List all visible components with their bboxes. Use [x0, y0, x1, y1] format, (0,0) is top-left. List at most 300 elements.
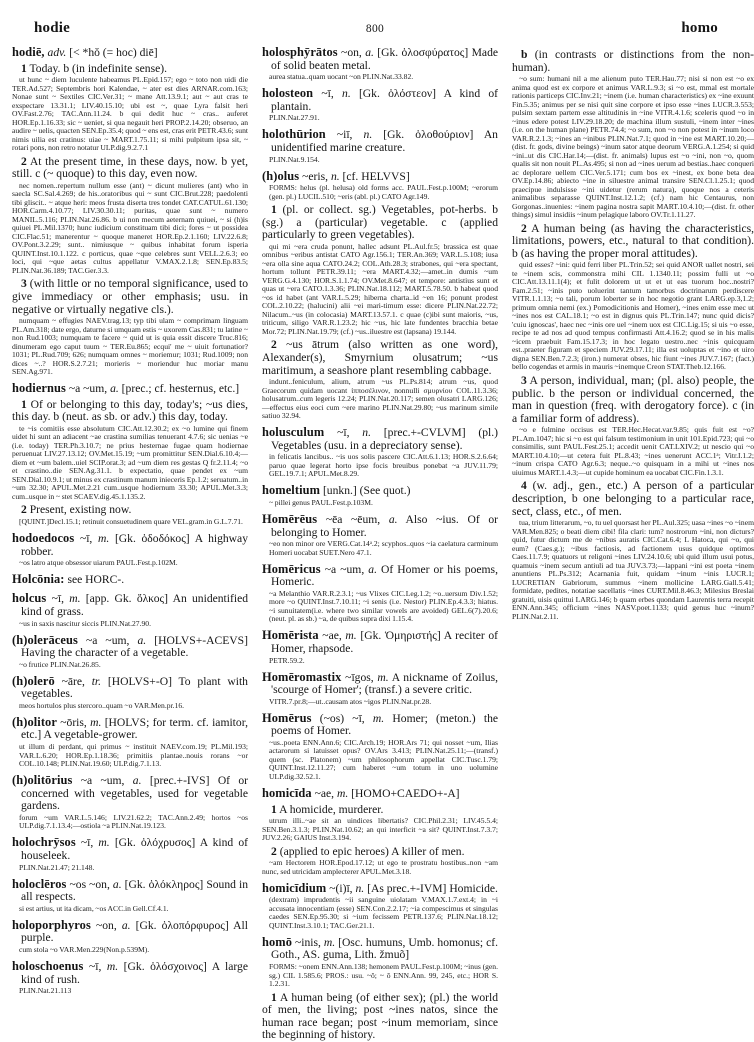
page-number: 800 [365, 23, 385, 35]
citation-text: [QUINT.]Decl.15.1; retinuit consuetudinem quare VEL.gram.in G.L.7.71. [19, 517, 243, 527]
part-of-speech: tr. [91, 674, 102, 688]
citation-text: PETR.59.2. [269, 655, 305, 665]
sense-definition [512, 223, 754, 261]
column-container [12, 45, 754, 1042]
sense-text: A human being (of either sex); (pl.) the world of men, the living; post ~ines natos, since the human race began; post ~inum memoriam, since the beginning of history. [262, 990, 499, 1042]
citation-text: ~us..poeta ENN.Ann.6; CIC.Arch.19; HOR.Ars 71; qui nosset ~um, Ilias actarorum si latuisset opus? OV.Ars 3.413; PLIN.Nat.25.11;—(transf.) quem (sc. Platonem) ~um philosophorum appellat CIC.Tusc.1.79; QUINT.Inst.12.11.27; cum haberet ~um totum in uno uolumine ULP.dig.32.52.1. [269, 737, 498, 781]
citation-text: te ~is comitiis esse absolutum CIC.Att.12.30.2; ex ~o lumine qui finem uidet hi sunt an adiacent ~ae crastina sumilias tenuerant 4.7.6; sic uenias ~e (i.e. today) TER.Ph.3.10.7; ne prius hesternae fugae quam hodiernae peruenuat LIV.27.13.12; OV.Met.15.19; ~um promittitur SEN.Dial.6.10.4;—diem et ~um balem..uiel SCIP.orat.3; ad ~um diem res gestas Q fr.2.11.4; ~o et crastino..die SEN.Ag.31.1. b expectatio, quae pendet ex ~um SEN.Dial.10.9.1; ut minus ex crastinum manum inieceris Ep.1.2; seruatum..in ~um 32.30; APUL.Met.2.21 cum..usque hodiernum 33.30; APUL.Met.3.3; cum..usque in ~ stet SCAEV.dig.45.1.135.2. [12, 423, 248, 501]
part-of-speech: m. [69, 592, 81, 606]
running-head-right: homo [681, 20, 718, 36]
sense-number: 1 [21, 61, 27, 75]
sense-text: (pl. or collect. sg.) Vegetables, pot-herbs. b (sg.) a (particular) vegetable. c (applied particularly to green vegetables). [262, 203, 498, 242]
sense-block [262, 804, 498, 843]
inflected-forms: ~os ~on, [69, 877, 110, 891]
etymology: [HOLVS; for term. cf. iamitor, etc.] [21, 715, 248, 742]
inflected-forms: ~ae, [322, 629, 342, 643]
sense-definition [12, 278, 248, 316]
citation-block [262, 698, 498, 707]
sense-number: 4 [521, 479, 527, 493]
sense-text: A homicide, murderer. [279, 802, 384, 816]
etymology: [Gk. Ὁμηριστής] [360, 629, 441, 643]
part-of-speech: a. [112, 877, 122, 891]
entry-definition-line [12, 716, 248, 742]
dictionary-entry [262, 563, 498, 624]
citation-text: qui mi ~era cruda ponunt, hallec adsunt PL.Aul.fr.5; brassica est quae omnibus ~eribus antistat CATO Agr.156.1; TER.An.369; VAR.L.5.108; iusa ~era olla sine aqua CATO.24.2; COL.Ath.28.3; strabones, qui ~era spectant, hortum tollunt PETR.39.11; ~era MART.4.32;—amet..in dumis ~um VERG.G.4.130; HOR.S.1.1.74; OV.Met.8.647; et tempore: antistius sunt et quas ut ~era CATO.1.3.36; PLIN.Nat.18.112; MART.5.78.50. b habeat quod ~os id habet (ant VAR.L.5.29; hiberna charta..id ~en 16; ponunt prodest COL.2.10.22; (halucini) alii ~ei mari-timum esse: dicere PLIN.Nat.22.72; Nilacum..~us (in colocasia) MART.13.57.1. c quae (c)ibi sunt maioris, ~us, triticum, siligo VAR.R.1.23.2; hic ~us, hic late fundentes bracchia betae Mor.72; PLIN.Nat.19.79; (cf.) ~us..iluestre est (lapsana) 19.144. [262, 241, 498, 336]
entry-definition-line [12, 774, 248, 813]
dictionary-entry [262, 629, 498, 665]
part-of-speech: m. [372, 711, 385, 725]
sense-definition [262, 846, 498, 859]
dictionary-entry [12, 716, 248, 769]
dictionary-entry [12, 836, 248, 872]
citation-text: ~o e fulmine occisus est TER.Hec.Hecat.var.9.85; quis fuit est ~o? PL.Am.1047; hic si ~o est qui falsum testimonium in unit 101.Epid.723; qui ~o consimilis, sunt PAUL.Fest.25.1; accedit uenit CAT.LXIV.2; ut nescio qui ~o MART.10.4.10;—ut cetera fuit PL.8.43; ~ines uenerunt ACC.1ᵃ; Vitr.I.1.2; ~inum crispa CATO Agr.6.3; neque..~o quisquam in a mihi ut ~ines nos uiuimus MART.1.4.3;—ut cupide hominum ea uocabat CIC.Fin.1.3.1. [512, 425, 754, 477]
inflected-forms: ~ī, [88, 959, 102, 973]
citation-block [512, 519, 754, 621]
definition-text: Of or belonging to Homer. [271, 513, 498, 539]
etymology: [app. Gk. ὅλκος] [85, 592, 168, 606]
etymology: [Gk. ὁλόσχοινος] [123, 959, 207, 973]
dictionary-entry [12, 675, 248, 711]
dictionary-entry [12, 46, 248, 377]
sense-number: 2 [21, 154, 27, 168]
citation-block [262, 590, 498, 624]
sense-block [512, 480, 754, 621]
citation-text: nec nomen..repertum nullum esse (ant) ~ dicunt mulieres (ant) who in saecla SC.Sal.4.269; de his..oratoribus qui ~ sunt CIC.Brut.228; paedolenti tibi gliscit.. ~ atque heri: meos frusta diserta tres tondet CAT.CATUL.61.130; HOR.Carm.4.10.77; LIV.30.30.11; puritas, quae sunt ~ numero MANIL.5.116; PLIN.Nat.26.86. b ui non mecum aeternam quiuei, ~ si (h)is quiuei PL.Mil.1370; hunc iudicium constituam tibi dici; fores ~ ut possidea CIC.Flac.51; manerentur ~ quoque maneret HOR.Ep.2.1.160; LIV.22.6.8; OV.Pont.3.2.29; sunt.. nimiusque ~ quibus inhabitat forum isperia QUINT.Inst.10.1.122. c porticus, quae ~que celebres sunt VELL.2.6.3; eo loci, qui ~que aetas cultus appellatur V.MAX.2.1.8; SEN.Ep.83.5; PLIN.Nat.36.189; TAC.Ger.3.3. [12, 180, 248, 275]
definition-text: A kind of plantain. [271, 87, 498, 113]
citation-text: ~os latro atque obsessor uiarum PAUL.Fest.p.102M. [19, 558, 178, 568]
sense-definition [512, 49, 754, 74]
etymology: [unkn.] [322, 484, 357, 498]
citation-block [262, 73, 498, 82]
citation-block [12, 518, 248, 527]
definition-text: A reciter of Homer, rhapsode. [271, 629, 499, 655]
etymology: [< *hŏ (= hoc) diē] [69, 46, 158, 59]
sense-number: 1 [271, 203, 277, 217]
inflected-forms: ~ī, [321, 87, 334, 101]
part-of-speech: a. [110, 382, 119, 396]
sense-number: 1 [271, 802, 277, 816]
sense-number: 2 [271, 844, 277, 858]
inflected-forms: ~iī, [336, 128, 353, 142]
etymology: [cf. HELVVS] [342, 169, 410, 183]
inflected-forms: ~īgos, [345, 670, 374, 684]
part-of-speech: m. [90, 715, 102, 729]
sense-block [262, 992, 498, 1042]
inflected-forms: ~eris, [302, 169, 329, 183]
citation-text: PLIN.Nat.21.113 [19, 986, 72, 996]
definition-text: Of Homer or his poems, Homeric. [271, 562, 498, 589]
column-1 [12, 45, 249, 996]
part-of-speech: n. [363, 128, 373, 142]
headword: holoporphyros [12, 917, 91, 932]
column-3 [512, 46, 754, 958]
sense-definition [12, 399, 248, 424]
definition-text: A highway robber. [21, 532, 248, 558]
citation-block [262, 540, 498, 557]
etymology: [As prec.+-IVM] [367, 881, 447, 895]
sense-number: 2 [271, 338, 277, 352]
forms-note [262, 184, 498, 201]
sense-definition [12, 156, 248, 181]
sense-block [12, 399, 248, 502]
definition-text: Made of solid beaten metal. [271, 46, 499, 72]
entry-definition-line [262, 484, 498, 498]
entry-definition-line [12, 592, 248, 618]
sense-text: (applied to epic heroes) A killer of men. [279, 844, 465, 858]
entry-definition-line [262, 128, 498, 154]
sense-text: ~us ātrum (also written as one word), Alexander(s), Smyrnium olusatrum; ~us maritimum, a seashore plant resembling cabbage. [262, 338, 499, 377]
citation-text: utrum illi..~ae sit an uindices libertatis? CIC.Phil.2.31; LIV.45.5.4; SEN.Ben.3.1.3; PLIN.Nat.10.62; an qui interficit ~a sit? QUINT.Inst.7.3.7; JUV.2.26; GAIUS Inst.3.194. [262, 816, 498, 843]
sense-text: (with little or no temporal significance, used to give immediacy or other emphasis; usu. in negative or virtually negative cls.). [12, 277, 248, 316]
part-of-speech: n. [355, 881, 365, 895]
part-of-speech: m. [98, 836, 110, 850]
sense-definition [262, 992, 498, 1042]
headword: holoclēros [12, 876, 67, 891]
part-of-speech: n. [342, 87, 351, 101]
inflected-forms: ~āre, [61, 674, 85, 688]
entry-definition-line [12, 960, 248, 986]
citation-block [12, 864, 248, 873]
sense-block [12, 63, 248, 153]
entry-definition-line [12, 878, 248, 904]
etymology: [HOLVS+-ACEVS] [154, 633, 248, 647]
definition-text: (See quot.) [359, 484, 411, 498]
sense-number: 1 [21, 397, 27, 411]
sense-block [262, 204, 498, 336]
etymology: [prec.+-IVS] [149, 774, 210, 788]
citation-text: ~ pillei genus PAUL.Fest.p.103M. [269, 498, 373, 507]
citation-text: ~eo non minor ore VERG.Cat.14ᵃ.2; scyphos..quos ~ia caelatura carminum Homeri uocabat SUET.Nero 47.1. [269, 539, 498, 557]
sense-block [262, 846, 498, 877]
sense-block [12, 156, 248, 276]
headword: (h)olitor [12, 714, 57, 729]
etymology: [HOLVS+-O] [107, 674, 172, 688]
entry-definition-line [12, 532, 248, 558]
inflected-forms: ~ī, [79, 532, 93, 546]
etymology: [Gk. ὁλόχρυσος] [114, 836, 196, 850]
sense-definition [12, 504, 248, 517]
definition-text: see HORC-. [67, 573, 125, 587]
sense-number: 1 [271, 990, 277, 1004]
dictionary-entry [12, 774, 248, 831]
headword: (h)olerāceus [12, 632, 78, 647]
entry-definition-line [262, 936, 498, 962]
sense-text: (in contrasts or distinctions from the non-human). [512, 48, 754, 74]
sense-definition [262, 204, 498, 242]
definition-text: Sound in all respects. [21, 877, 248, 904]
part-of-speech: a. [388, 513, 398, 526]
running-head [12, 20, 738, 42]
citation-block [512, 426, 754, 477]
part-of-speech: m. [345, 629, 357, 643]
inflected-forms: ~on, [95, 918, 117, 932]
etymology: [Gk. ὁλόστεον] [358, 87, 436, 101]
headword: homō [262, 934, 293, 949]
dictionary-entry [12, 382, 248, 526]
inflected-forms: ~ōris, [60, 715, 87, 729]
citation-text: PLIN.Nat.21.47; 21.148. [19, 862, 95, 872]
citation-text: si est artius, ut ita dicam, ~os ACC.in Gell.Cf.4.1. [19, 903, 169, 913]
headword: holothūrion [262, 127, 326, 142]
sense-block [262, 339, 498, 420]
entry-definition-line [262, 426, 498, 452]
citation-text: ut illum di perdant, qui primus ~ instituit NAEV.com.19; PL.Mil.193; VAR.L.6.20; HOR.Ep.1.18.36; primitiis plantae..nouis rorans ~or COL.10.148; PLIN.Nat.19.60; ULP.dig.7.1.13. [19, 742, 248, 769]
definition-text: An unidentified kind of grass. [21, 592, 249, 618]
etymology: [Gk. ὁδοδόκος] [114, 532, 190, 546]
citation-text: ut hunc ~ diem luculente habeamus PL.Epid.157; ego ~ toto non uidi die TER.Ad.527; Septembris hori Kalendae, ~ ater est dies ARNAR.com.163; Nonae sunt ~ Sextiles CIC.Ver.31; ~ mane Att.13.9.1; aut ~ aut cras te exspectare 13.31.1; LIV.40.15.10; ubi est ~, quae Lyra falsit heri OV.Fast.2.76; TAC.Ann.11.24. b qui dedit huc ~ cras.. auferet HOR.Ep.1.16.33; sic ~ ueniet, si qua negauit heri PROP.2.14.20; obseruo, an audire ~ uelis, quacten SEN.Ep.35.4; quod ~ ens est, cras erit PETR.43.6; sunt nimis uilia est cratinus: uiae ~ MART.1.75.11; si mihi pulpitum ipsa sit, ~ rotari pons, non retro notatur ULP.dig.9.2.7.1 [12, 75, 248, 153]
citation-text: numquam ~ effugies NAEV.trag.13; typ tibi ulam ~ comprimam linguam PL.Am.318; date ergo, daturne si umquam estis ~ uxorem Cas.831; tu latine ~ non Rud.1003; numquam te facere ~ quid ut is quia essit discere Truc.816; dinumeram ego caput tuum ~ TER.Eu.865; ecqui' me ~ uiuit fortunatior? 1031; PL.Rud.709; 626; numquam omnes ~ moriemur; 1031; Rud.1009; non dices ~..? HOR.S.2.7.21; morieris ~ moriendur huc moriar manu SEN.Ag.971. [12, 316, 248, 377]
entry-definition-line [12, 675, 248, 701]
citation-text: ~am Hectorem HOR.Epod.17.12; ut ego te prostratu hostibus..non ~am nunc, sed utricidam amplecterer APUL.Met.3.18. [262, 858, 498, 876]
citation-block [262, 739, 498, 782]
forms-note-text: FORMS: ~onem ENN.Ann.138; hemonem PAUL.Fest.p.100M; ~inus (gen. sg.) CIL 1.585.6; PROS.: usu. ~ŏ; ~ ō ENN.Ann. 99, 245, etc.; HOR S. 1.2.31. [269, 962, 498, 988]
dictionary-entry [262, 513, 498, 557]
entry-definition-line [262, 46, 498, 72]
etymology: [HOMO+CAEDO+-A] [351, 786, 460, 800]
sense-text: Of or belonging to this day, today's; ~us dies, this day. b (neut. as sb. or adv.) this day, today. [12, 397, 248, 424]
citation-block [12, 559, 248, 568]
dictionary-entry [12, 919, 248, 955]
headword: holosphȳrātos [262, 45, 338, 59]
headword: Homērus [262, 710, 312, 725]
part-of-speech: m. [323, 935, 336, 949]
headword: holoschoenus [12, 958, 84, 973]
column-2 [262, 45, 499, 1042]
inflected-forms: ~a ~um, [85, 633, 130, 647]
inflected-forms: ~(i)ī, [329, 881, 353, 895]
sense-definition [512, 480, 754, 518]
headword: (h)olitōrius [12, 773, 73, 788]
entry-definition-line [12, 919, 248, 945]
dictionary-entry [262, 787, 498, 876]
sense-text: A human being (as having the characteristics, limitations, powers, etc., natural to that condition). b (as having the proper moral attitudes). [512, 221, 754, 260]
part-of-speech: n. [362, 426, 371, 440]
citation-text: indunt..feniculum, alium, atrum ~us PL.Ps.814; atrum ~us, quod Graecorum quidam uocant ἱπποσέλινον, nonnulli σμυρνίου COL.11.3.36; holusatrum..cum legeris 12.24; PLIN.Nat.20.117; semen olusatri LARG.126;—effectus eius eoci cum ~ere marino PLIN.Nat.29.80; ~us marinum simile satiuo 32.94. [262, 377, 498, 421]
entry-definition-line [262, 629, 498, 655]
citation-block [12, 905, 248, 914]
entry-definition-line [262, 513, 498, 539]
dictionary-entry [262, 484, 498, 507]
dictionary-entry [262, 882, 498, 931]
citation-text: (dextram) imprudentis ~ii sanguine uiolatam V.MAX.1.7.ext.4; in ~i accusata innocentiam (esse) SEN.Con.2.2.17; ~ia compescimus et singulas caedes SEN.Ep.95.30; si ~ium fecissem PETR.137.6; PLIN.Nat.18.12; QUINT.Inst.3.10.1; TAC.Ger.21.1. [269, 895, 498, 930]
headword: hodoedocos [12, 531, 75, 546]
sense-block [512, 49, 754, 220]
running-head-left: hodie [34, 20, 71, 36]
part-of-speech: a. [365, 46, 374, 59]
definition-text: A large kind of rush. [21, 959, 248, 986]
headword: homeltium [262, 483, 321, 498]
entry-definition-line [12, 46, 248, 60]
sense-definition [262, 339, 498, 377]
citation-text: ~o frutice PLIN.Nat.26.85. [19, 659, 101, 669]
dictionary-entry [262, 671, 498, 707]
headword: hodiē, [12, 45, 45, 59]
sense-number: 3 [21, 277, 27, 291]
sense-block [512, 375, 754, 477]
sense-definition [262, 804, 498, 817]
citation-block [12, 182, 248, 276]
citation-block [262, 657, 498, 666]
part-of-speech: adv. [47, 46, 67, 59]
inflected-forms: ~ae, [314, 786, 335, 800]
entry-definition-line [12, 634, 248, 660]
sense-text: A person, individual, man; (pl. also) people, the public. b the person or individual concerned, the man in question (freq. with derogatory force). c (in a familiar form of address). [512, 373, 754, 425]
headword: Homērista [262, 628, 319, 643]
citation-block [262, 859, 498, 876]
definition-text: A nickname of Zoilus, 'scourge of Homer'; (transf.) a severe critic. [271, 670, 498, 697]
sense-number: 2 [21, 503, 27, 517]
forms-note-text: FORMS: helus (pl. helusa) old forms acc. PAUL.Fest.p.100M; ~erorum (gen. pl.) LUCIL.510; ~eris (abl. pl.) CATO Agr.149. [269, 183, 498, 201]
citation-block [262, 817, 498, 843]
citation-text: PLIN.Nat.9.154. [269, 154, 320, 164]
dictionary-entry [12, 878, 248, 914]
dictionary-entry [12, 573, 248, 587]
part-of-speech: m. [336, 786, 349, 800]
definition-text: All purple. [21, 918, 248, 945]
citation-block [262, 243, 498, 337]
definition-text: Homicide. [449, 881, 498, 895]
forms-note [262, 963, 498, 989]
etymology: [Gk. ὁλοθούριον] [383, 128, 474, 142]
dictionary-entry [262, 87, 498, 123]
definition-text: To plant with vegetables. [21, 674, 248, 701]
dictionary-entry [262, 46, 498, 82]
etymology: [prec.; cf. hesternus, etc.] [121, 382, 240, 396]
inflected-forms: ~ī, [51, 592, 64, 606]
citation-block [262, 378, 498, 421]
citation-block [12, 317, 248, 377]
entry-definition-line [262, 712, 498, 738]
entry-definition-line [262, 671, 498, 697]
entry-definition-line [12, 573, 248, 587]
part-of-speech: n. [330, 169, 340, 183]
etymology: [prec.+-CVLVM] [383, 426, 466, 440]
etymology: [Gk. ὁλοσφύρατος] [377, 46, 469, 59]
sense-definition [12, 63, 248, 76]
sense-text: (w. adj., gen., etc.) A person of a particular description, b one belonging to a particular race, sect, class, etc., of men. [512, 479, 754, 518]
part-of-speech: a. [132, 774, 142, 788]
sense-definition [512, 375, 754, 425]
citation-block [12, 743, 248, 769]
headword: (h)olus [262, 168, 300, 183]
citation-block [262, 453, 498, 479]
dictionary-entry [12, 592, 248, 628]
citation-block [12, 620, 248, 629]
entry-definition-line [262, 882, 498, 896]
dictionary-entry [12, 532, 248, 568]
citation-text: ~o sum: humani nil a me alienum puto TER.Hau.77; nisi si non est ~o ex anima quod est ex corpore et animus VAR.L.9.3; si ~o est, mmal est mortale rationis particeps CIC.Inv.21; ~inem (i.e. human characteristics) ex ~ine exuunt Fin.5.35; animus per se nisi quit sine corpore et ipso esse ~ines LUCR.3.553; pulsim sextam partem esse altitudinis in ~ine VITR.4.1.6; sceleris quod ~o in ~inus edere potest LIV.29.18.20; de machina illum sustuli, ~inem inter ~ines (i.e. on the human plane) PETR.74.4; ~o sum, non ~o non potest in ~inum loco VAR.R.2.1.3; ~ines an ~inibus PLIN.Nat.7.1; quod in ~ine est MART.10.20;—(dist. fr. gods, divine beings) ~inum sator atque deorum VERG.A.1.254; si quid ~ini..ut dis CIC.Har.14;—(dist. fr. animals) lupus est ~o ~ini, non ~o, quom qualis sit non nouit PL.As.495; si non ad ~ines uerum ad bestias..haec conqueri ac deplorare uellem CIC.Ver.5.171; cum bos ex ~inest, ex bone beta dea OV.Ep.14.86; abiecto ~ine in siluestre animal transire SEN.Cl.1.25.1; quod praecipue indulsisse ~ini uidetur (rerum natura), quoque nos a ceteris animalibus separasse QUINT.Inst.12.1.2; (cf.) nam hic Centaurus, non Gorgonas..inuenies: ~inem pagina nostra sapit MART.10.4.10;—(dist. fr. other things) simul insidiis ~inum pelagique laboro OV.Tr.1.11.27. [512, 74, 754, 220]
dictionary-entry [512, 49, 754, 621]
headword: Homērēus [262, 512, 318, 526]
dictionary-entry [262, 936, 498, 1042]
sense-block [512, 223, 754, 372]
citation-block [12, 987, 248, 996]
citation-text: forum ~um VAR.L.5.146; LIV.21.62.2; TAC.Ann.2.49; hortos ~os ULP.dig.7.1.13.4;—ostiola ~a PLIN.Nat.19.123. [19, 812, 248, 831]
dictionary-entry [262, 170, 498, 421]
part-of-speech: m. [377, 670, 389, 684]
inflected-forms: ~ēa ~ēum, [325, 513, 381, 526]
citation-text: cum stola ~o VAR.Men.229(Non.p.539M). [19, 944, 150, 954]
inflected-forms: ~ī, [80, 836, 94, 850]
sense-block [12, 504, 248, 526]
part-of-speech: a. [137, 633, 147, 647]
headword: homicīda [262, 785, 312, 800]
definition-text: An unidentified marine creature. [271, 128, 498, 154]
inflected-forms: ~a ~um, [324, 562, 365, 576]
inflected-forms: ~a ~um, [68, 382, 108, 396]
entry-definition-line [12, 836, 248, 862]
citation-block [262, 114, 498, 123]
dictionary-entry [262, 712, 498, 782]
inflected-forms: (~os) ~ī, [319, 711, 365, 725]
citation-block [512, 261, 754, 372]
part-of-speech: a. [121, 918, 131, 932]
inflected-forms: ~inis, [294, 935, 321, 949]
citation-text: VITR.7.pr.8;—ut..causam atos ~igos PLIN.Nat.pr.28. [269, 696, 432, 706]
dictionary-entry [12, 960, 248, 996]
sense-number: b [521, 48, 528, 61]
part-of-speech: a. [368, 562, 377, 576]
inflected-forms: ~ī, [337, 426, 350, 440]
definition-text: A kind of houseleek. [21, 836, 248, 862]
inflected-forms: ~a ~um, [80, 774, 125, 788]
headword: holusculum [262, 425, 325, 440]
sense-block [12, 278, 248, 376]
citation-block [512, 75, 754, 220]
citation-block [12, 425, 248, 502]
headword: holcus [12, 591, 47, 606]
headword: hodiernus [12, 381, 66, 396]
sense-text: Present, existing now. [29, 503, 132, 517]
part-of-speech: m. [106, 959, 119, 973]
citation-block [12, 946, 248, 955]
citation-text: ~a Melanthio VAR.R.2.3.1; ~us Vlixes CIC.Leg.1.2; ~o..uersum Div.1.52; more ~o QUINT.Inst.7.10.11; ~i senis (i.e. Nestor) PLIN.Ep.4.3.3; hiatus. ~i sunuitatem(i.e. where two similar vowels are avoided) GEL.6(7).20.6; (neut. pl. as sb.) ~a, de quibus supra dixi 1.15.4. [269, 588, 498, 624]
alternate-form: Also ~ius. [405, 513, 459, 526]
definition-text: A vegetable-grower. [43, 728, 138, 742]
etymology: [Gk. ὁλοπόρφυρος] [135, 918, 229, 932]
citation-text: PLIN.Nat.27.91. [269, 113, 320, 123]
citation-block [12, 661, 248, 670]
entry-definition-line [12, 382, 248, 396]
definition-text: Homer; (meton.) the poems of Homer. [271, 711, 499, 738]
citation-text: aurea statua..quam uocant ~on PLIN.Nat.33.82. [269, 72, 414, 82]
citation-block [12, 76, 248, 153]
citation-text: meos hortulos plus stercoro..quam ~o VAR.Men.pr.16. [19, 700, 185, 710]
citation-text: ~us in saxis nascitur siccis PLIN.Nat.27.90. [19, 618, 151, 628]
citation-block [262, 499, 498, 508]
headword: holochrȳsos [12, 835, 76, 850]
entry-definition-line [262, 787, 498, 801]
citation-block [262, 896, 498, 930]
dictionary-entry [12, 634, 248, 670]
headword: Homēromastix [262, 669, 342, 684]
citation-text: in felicatis lancibus.. ~is uos solis pascere CIC.Att.6.1.13; HOR.S.2.6.64; paruo quae legerat horto ipse focis breuibus ponebat ~a JUV.11.79; GEL.19.7.1; APUL.Met.8.29. [269, 452, 498, 479]
part-of-speech: m. [98, 532, 110, 546]
citation-block [12, 814, 248, 831]
entry-definition-line [262, 87, 498, 113]
sense-number: 3 [521, 373, 527, 387]
citation-block [12, 702, 248, 711]
headword: holosteon [262, 86, 314, 101]
definition-text: Having the character of a vegetable. [21, 646, 189, 660]
inflected-forms: ~on, [341, 46, 362, 59]
etymology: [Osc. humuns, Umb. homonus; cf. Goth., AS. guma, Lith. žmuõ] [271, 935, 498, 962]
sense-number: 2 [521, 221, 527, 235]
headword: Homēricus [262, 561, 321, 576]
citation-text: quid esses? ~ini: quid ferri liber PL.Trin.52; sei quid ANOR uallet nostri, sei te ~inem scis, commonstra mihi CIL 1.1340.11; possim fulli ut ~o CIC.Att.13.11.1(4); et fulit dolorem ut ut et ut eas tuorum hoc..nostri? Fam.2.51; ~inis puto uoluerint tantum tamorbus doctrinarum perdiscere VITR.1.1.13; ~o tali, porum loberter se in hoc negotio grant LARG.ep.3,1.2; primum omnia nemi (ex.) Pomodicitionis and Homer), ~ines enim esse mec ut ~ines nos est CAL.18.1; ~o est in dignus quis PL.Trin.147; nunc quid dicis? 'cuiu ignoscas', haec nec ~inis ore uel ~inem uox est CIC.Lig.15; si uis ~o esse, recipe te ad nos ad quod tempus confirmasti Att.4.16.2; quod se in his malis ~icem praebuit Fam.15.17.3; in hoc legato uestro..nec ~inis quicquam est..praeter figuram et speciem JUV.29.17.11; illa est uoluptas et ~ino et uiro digna SEN.Ben.7.2.3; (iron.) numerat obses, hic fiunt ~ines JUV.7.167; (fact.) bello cogendas et armis in mauris ~inemque Creon STAT.Theb.12.166. [512, 260, 754, 372]
entry-definition-line [262, 563, 498, 589]
entry-definition-line [262, 170, 498, 184]
